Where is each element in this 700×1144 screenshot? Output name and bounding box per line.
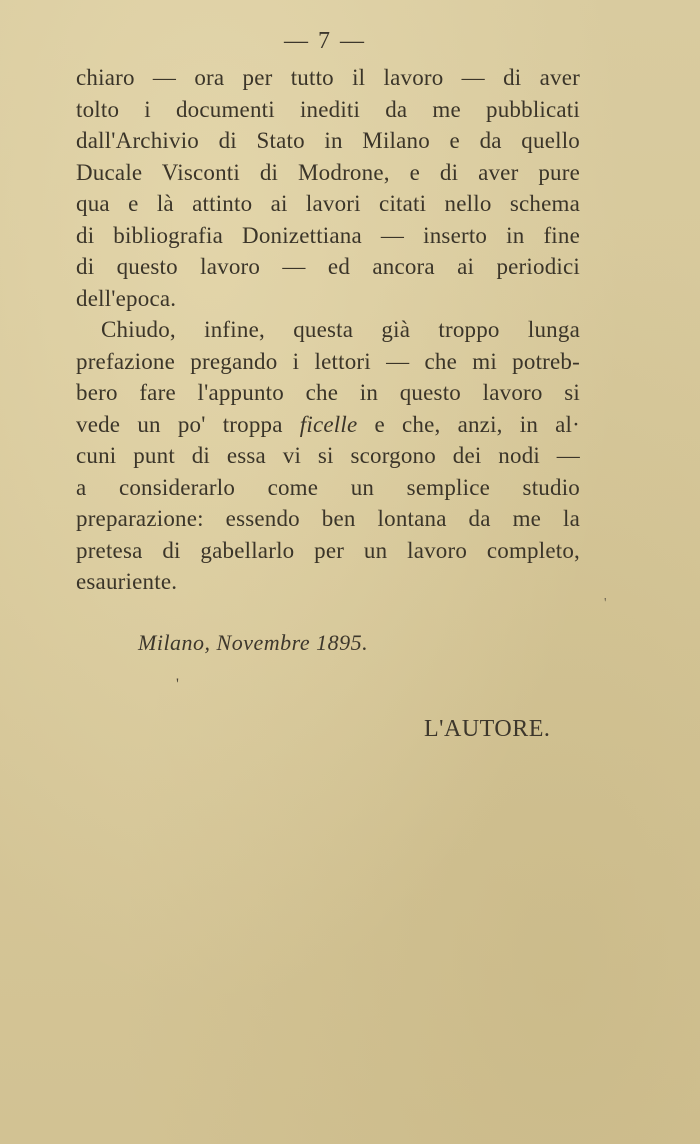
text-segment: e che, anzi, in al·	[357, 411, 580, 437]
text-line: dell'epoca.	[76, 285, 177, 311]
text-line: pretesa di gabellarlo per un lavoro completo,	[76, 537, 580, 563]
text-line: qua e là attinto ai lavori citati nello schema	[76, 191, 580, 216]
margin-speck: '	[604, 596, 607, 611]
stray-mark: '	[176, 676, 179, 693]
text-line: tolto i documenti inediti da me pubblicati	[76, 96, 580, 122]
text-line: esauriente.	[76, 569, 178, 594]
page-number: — 7 —	[284, 28, 366, 54]
body-text	[76, 62, 580, 598]
text-line: Chiudo, infine, questa già troppo lunga	[101, 317, 580, 342]
italic-word: ficelle	[299, 411, 358, 437]
text-line-with-italic	[76, 409, 580, 441]
author-signature: L'AUTORE.	[424, 716, 551, 742]
text-line: Ducale Visconti di Modrone, e di aver pure	[76, 159, 580, 185]
dateline: Milano, Novembre 1895.	[138, 630, 369, 655]
text-line: di questo lavoro — ed ancora ai periodici	[76, 254, 580, 279]
text-line: chiaro — ora per tutto il lavoro — di aver	[76, 65, 580, 90]
text-line: bero fare l'appunto che in questo lavoro si	[76, 380, 580, 405]
paragraph-1	[76, 62, 580, 314]
text-line: cuni punt di essa vi si scorgono dei nodi —	[76, 443, 580, 468]
text-line: prefazione pregando i lettori — che mi potreb-	[76, 348, 580, 374]
text-line: a considerarlo come un semplice studio	[76, 474, 580, 500]
text-line: di bibliografia Donizettiana — inserto in fine	[76, 222, 580, 248]
text-segment: vede un po' troppa	[76, 411, 300, 437]
text-line: dall'Archivio di Stato in Milano e da quello	[76, 128, 580, 153]
text-line: preparazione: essendo ben lontana da me la	[76, 506, 580, 531]
paragraph-2	[76, 314, 580, 598]
